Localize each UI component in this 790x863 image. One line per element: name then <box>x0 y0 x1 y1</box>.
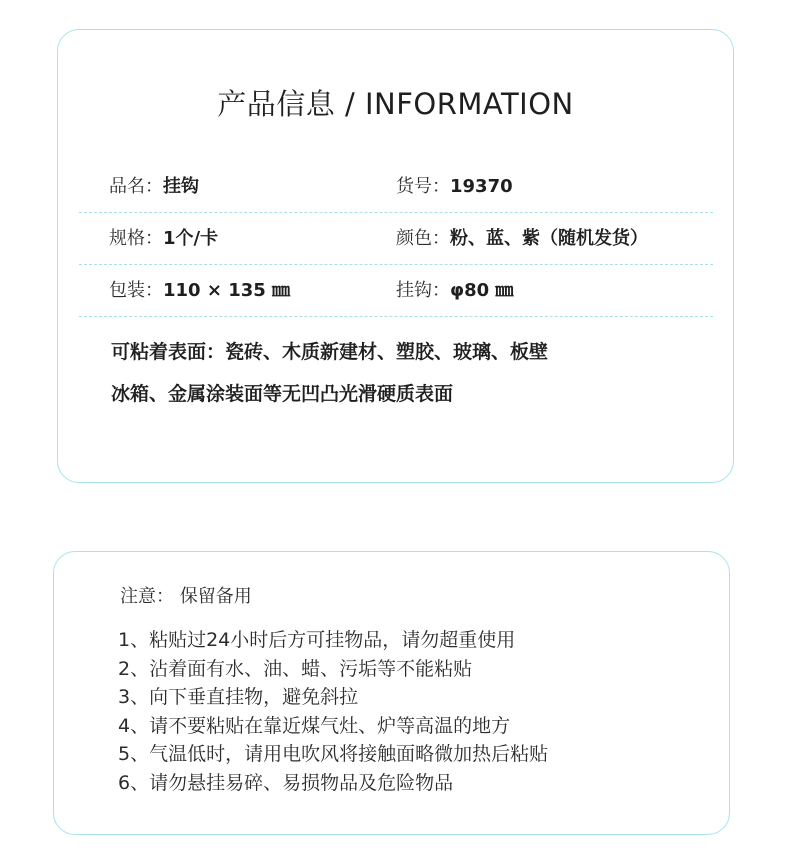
info-row-name-code <box>79 161 713 213</box>
package-label: 包装： <box>109 280 163 301</box>
info-title: 产品信息 / INFORMATION <box>217 87 574 121</box>
notice-list <box>118 626 548 797</box>
notice-title: 注意： 保留备用 <box>120 586 252 607</box>
spec-value: 1个/卡 <box>163 228 219 249</box>
notice-item: 3、向下垂直挂物，避免斜拉 <box>118 686 359 708</box>
hook-label: 挂钩： <box>396 280 450 301</box>
name-label: 品名： <box>109 176 163 197</box>
notice-item: 6、请勿悬挂易碎、易损物品及危险物品 <box>118 771 454 794</box>
info-row-spec-color <box>79 213 713 265</box>
spec-label: 规格： <box>109 228 163 249</box>
color-value: 粉、蓝、紫（随机发货） <box>450 228 648 249</box>
info-row-package-hook <box>79 265 713 317</box>
item-code-value: 19370 <box>450 176 513 197</box>
adhesive-surfaces-line-1: 可粘着表面：瓷砖、木质新建材、塑胶、玻璃、板壁 <box>111 341 549 363</box>
notice-item: 2、沾着面有水、油、蜡、污垢等不能粘贴 <box>118 657 473 680</box>
notice-card <box>53 551 730 835</box>
color-label: 颜色： <box>396 228 450 249</box>
hook-value: φ80 ㎜ <box>450 280 514 301</box>
name-value: 挂钩 <box>163 176 199 197</box>
product-info-card <box>57 29 734 483</box>
package-value: 110 × 135 ㎜ <box>163 280 291 301</box>
notice-item: 4、请不要粘贴在靠近煤气灶、炉等高温的地方 <box>118 714 511 737</box>
item-code-label: 货号： <box>396 176 450 197</box>
adhesive-surfaces-line-2: 冰箱、金属涂装面等无凹凸光滑硬质表面 <box>111 383 454 405</box>
notice-item: 5、气温低时，请用电吹风将接触面略微加热后粘贴 <box>118 743 549 765</box>
notice-item: 1、粘贴过24小时后方可挂物品，请勿超重使用 <box>118 629 516 651</box>
